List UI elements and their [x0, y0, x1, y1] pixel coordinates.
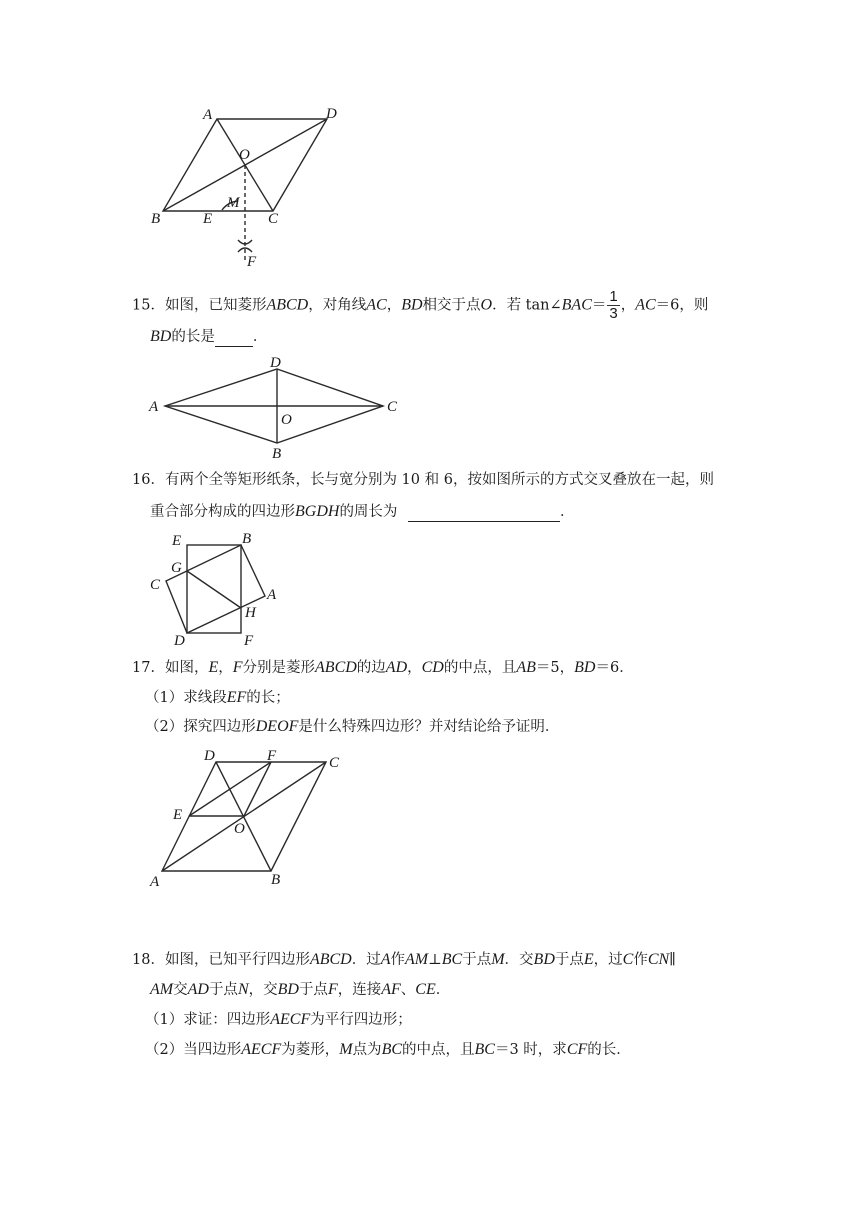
- q17-part1: （1）求线段EF的长；: [145, 689, 290, 706]
- q15-line1: 15．如图，已知菱形ABCD，对角线AC，BD相交于点O．若 tan∠BAC＝ $\frac{1}{3}$ ，AC＝6，则: [132, 288, 709, 322]
- q16-number: 16．: [132, 472, 165, 488]
- label-b: B: [242, 531, 252, 547]
- q16-line1: 16．有两个全等矩形纸条，长与宽分别为 10 和 6，按如图所示的方式交叉叠放在一起，则: [132, 472, 714, 488]
- label-f: F: [267, 748, 277, 764]
- q18-part2: （2）当四边形AECF为菱形，M点为BC的中点，且BC＝3 时，求CF的长．: [145, 1041, 631, 1058]
- label-o: O: [234, 821, 245, 837]
- segment-ef: [189, 762, 271, 816]
- label-a: A: [203, 107, 213, 123]
- q18-line2: AM交AD于点N，交BD于点F，连接AF、CE．: [150, 981, 451, 998]
- q18-number: 18．: [132, 952, 165, 968]
- label-b: B: [151, 211, 161, 227]
- q18-part1: （1）求证：四边形AECF为平行四边形；: [145, 1011, 412, 1028]
- label-d: D: [326, 106, 337, 122]
- label-a: A: [149, 399, 159, 415]
- label-e: E: [203, 211, 213, 227]
- label-c: C: [387, 399, 398, 415]
- label-a: A: [267, 587, 277, 603]
- label-h: H: [245, 605, 256, 621]
- label-d: D: [174, 633, 185, 649]
- label-o: O: [281, 412, 292, 428]
- label-c: C: [268, 211, 279, 227]
- q17-number: 17．: [132, 660, 165, 676]
- label-e: E: [173, 807, 183, 823]
- q17-line1: 17．如图，E，F分别是菱形ABCD的边AD，CD的中点，且AB＝5，BD＝6．: [132, 659, 634, 676]
- label-a: A: [150, 874, 160, 890]
- label-f: F: [244, 633, 254, 649]
- label-o: O: [239, 147, 250, 163]
- label-e: E: [172, 533, 182, 549]
- label-c: C: [150, 577, 161, 593]
- q15-number: 15．: [132, 297, 165, 314]
- label-m: M: [227, 195, 240, 211]
- label-b: B: [271, 872, 281, 888]
- label-b: B: [272, 446, 282, 462]
- fraction-one-third: $\frac{1}{3}$: [609, 288, 618, 322]
- q18-line1: 18．如图，已知平行四边形ABCD．过A作AM⊥BC于点M．交BD于点E，过C作CN∥: [132, 951, 676, 968]
- q15-line2: BD的长是 ．: [150, 328, 268, 345]
- label-c: C: [329, 755, 340, 771]
- label-f: F: [247, 254, 257, 270]
- q16-line2: 重合部分构成的四边形BGDH的周长为 ．: [150, 503, 575, 520]
- label-d: D: [204, 748, 215, 764]
- q17-part2: （2）探究四边形DEOF是什么特殊四边形？并对结论给予证明．: [145, 718, 560, 735]
- label-d: D: [270, 355, 281, 371]
- label-g: G: [171, 560, 182, 576]
